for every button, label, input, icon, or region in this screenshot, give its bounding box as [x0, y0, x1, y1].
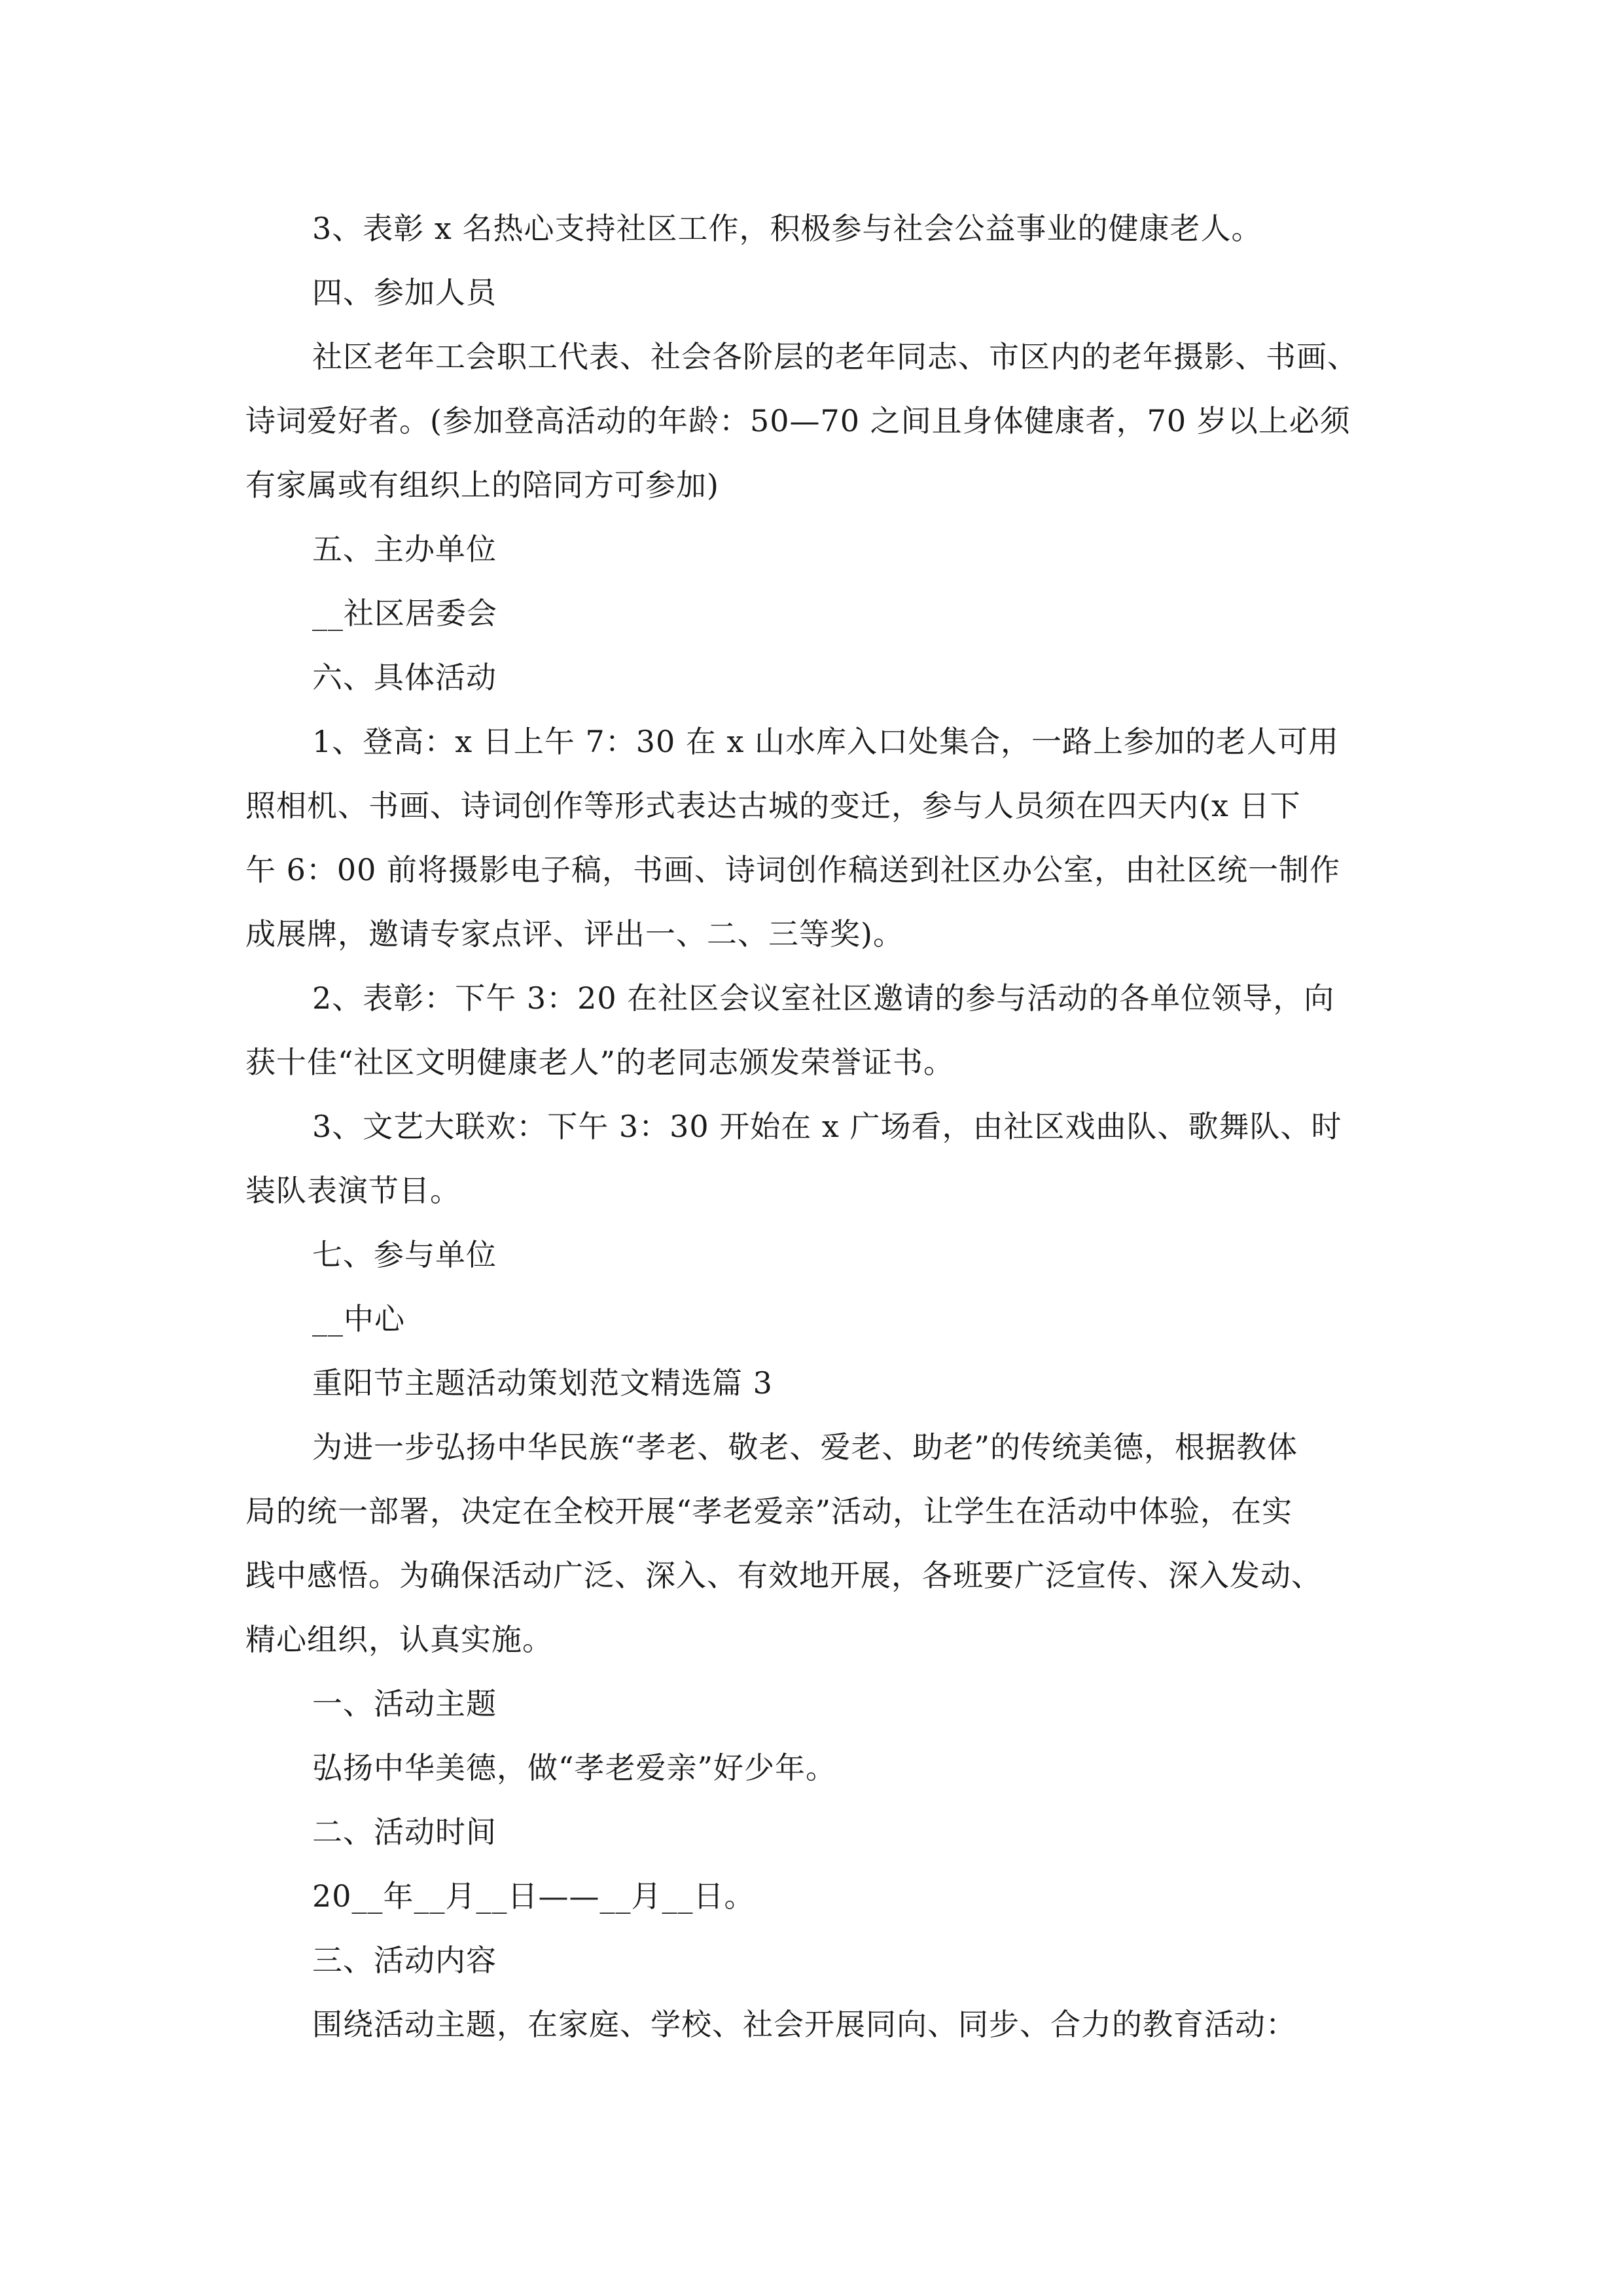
text-line: 践中感悟。为确保活动广泛、深入、有效地开展，各班要广泛宣传、深入发动、: [245, 1558, 1322, 1593]
document-body: [245, 196, 1433, 2056]
section-heading: 五、主办单位: [312, 531, 497, 567]
text-line: __社区居委会: [312, 596, 497, 631]
text-line: 为进一步弘扬中华民族“孝老、敬老、爱老、助老”的传统美德，根据教体: [312, 1429, 1298, 1465]
text-line: 照相机、书画、诗词创作等形式表达古城的变迁，参与人员须在四天内(x 日下: [245, 788, 1301, 823]
text-line: 成展牌，邀请专家点评、评出一、二、三等奖)。: [245, 916, 904, 952]
text-line: 围绕活动主题，在家庭、学校、社会开展同向、同步、合力的教育活动：: [312, 2007, 1296, 2042]
section-heading: 三、活动内容: [312, 1943, 497, 1978]
section-heading: 七、参与单位: [312, 1237, 497, 1272]
section-heading: 六、具体活动: [312, 660, 497, 695]
text-line: 20__年__月__日——__月__日。: [312, 1878, 755, 1914]
text-line: 弘扬中华美德，做“孝老爱亲”好少年。: [312, 1750, 837, 1785]
text-line: 装队表演节目。: [245, 1173, 461, 1208]
section-heading: 四、参加人员: [312, 275, 497, 310]
text-line: 3、文艺大联欢：下午 3：30 开始在 x 广场看，由社区戏曲队、歌舞队、时: [312, 1109, 1342, 1144]
text-line: 3、表彰 x 名热心支持社区工作，积极参与社会公益事业的健康老人。: [312, 211, 1262, 246]
text-line: 局的统一部署，决定在全校开展“孝老爱亲”活动，让学生在活动中体验，在实: [245, 1494, 1293, 1529]
text-line: 午 6：00 前将摄影电子稿，书画、诗词创作稿送到社区办公室，由社区统一制作: [245, 852, 1341, 888]
text-line: 1、登高：x 日上午 7：30 在 x 山水库入口处集合，一路上参加的老人可用: [312, 724, 1340, 759]
article-title: 重阳节主题活动策划范文精选篇 3: [312, 1365, 773, 1401]
text-line: 获十佳“社区文明健康老人”的老同志颁发荣誉证书。: [245, 1045, 955, 1080]
text-line: 有家属或有组织上的陪同方可参加): [245, 467, 719, 503]
text-line: 精心组织，认真实施。: [245, 1622, 553, 1657]
text-line: __中心: [312, 1301, 405, 1336]
section-heading: 二、活动时间: [312, 1814, 497, 1850]
text-line: 2、表彰：下午 3：20 在社区会议室社区邀请的参与活动的各单位领导，向: [312, 980, 1335, 1016]
section-heading: 一、活动主题: [312, 1686, 497, 1721]
text-line: 社区老年工会职工代表、社会各阶层的老年同志、市区内的老年摄影、书画、: [312, 339, 1358, 374]
text-line: 诗词爱好者。(参加登高活动的年龄：50—70 之间且身体健康者，70 岁以上必须: [245, 403, 1351, 439]
